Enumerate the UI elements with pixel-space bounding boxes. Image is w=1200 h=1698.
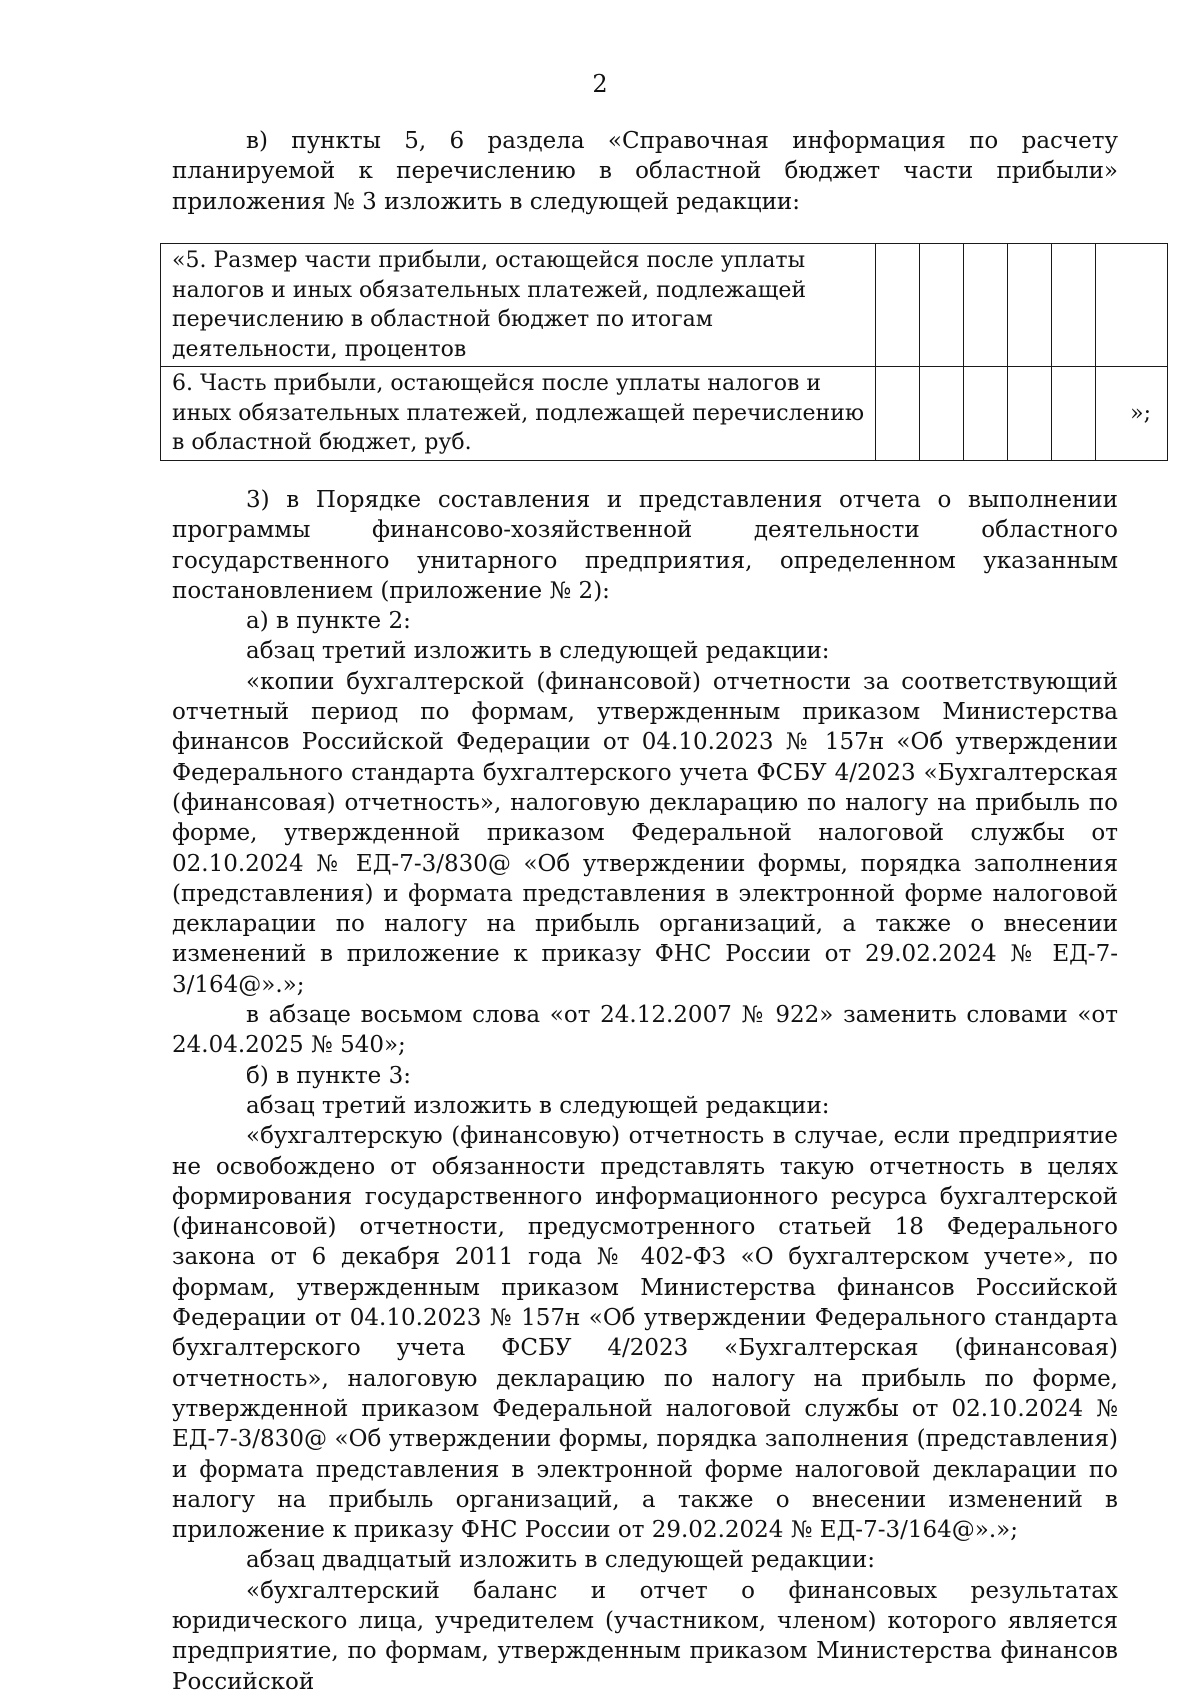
quoted-amendment-paragraph: «копии бухгалтерской (финансовой) отчетности за соответствующий отчетный период по формам, утвержденным приказом Министерства финансов Российской Федерации от 04.10.2023 № 157н «Об утверждении Федерального стандарта бухгалтерского учета ФСБУ 4/2023 «Бухгалтерская (финансовая) отчетность», налоговую декларацию по налогу на прибыль по форме, утвержденной приказом Федеральной налоговой службы от 02.10.2024 № ЕД-7-3/830@ «Об утверждении формы, порядка заполнения (представления) и формата представления в электронной форме налоговой декларации по налогу на прибыль организаций, а также о внесении изменений в приложение к приказу ФНС России от 29.02.2024 № ЕД-7-3/164@».»; [172, 668, 1118, 998]
table-row [161, 244, 1168, 367]
paragraph-item-3: 3) в Порядке составления и представления отчета о выполнении программы финансово-хозяйственной деятельности областного государственного унитарного предприятия, определенном указанным постановлением (приложение № 2): [172, 487, 1118, 604]
instruction-paragraph: абзац третий изложить в следующей редакции: [246, 638, 830, 665]
empty-cell [876, 367, 920, 461]
empty-cell [920, 367, 964, 461]
empty-cell [964, 367, 1008, 461]
empty-cell [1052, 367, 1096, 461]
subitem-a: а) в пункте 2: [246, 608, 411, 635]
table-row [161, 367, 1168, 461]
replacement-paragraph: в абзаце восьмом слова «от 24.12.2007 № 922» заменить словами «от 24.04.2025 № 540»; [172, 1002, 1118, 1059]
empty-cell [1008, 244, 1052, 367]
empty-cell [1052, 244, 1096, 367]
row-label: «5. Размер части прибыли, остающейся после уплаты налогов и иных обязательных платежей, подлежащей перечислению в областной бюджет по итогам деятельности, процентов [161, 244, 876, 367]
empty-cell [920, 244, 964, 367]
quoted-amendment-paragraph: «бухгалтерскую (финансовую) отчетность в случае, если предприятие не освобождено от обязанности представлять такую отчетность в целях формирования государственного информационного ресурса бухгалтерской (финансовой) отчетности, предусмотренного статьей 18 Федерального закона от 6 декабря 2011 года № 402-ФЗ «О бухгалтерском учете», по формам, утвержденным приказом Министерства финансов Российской Федерации от 04.10.2023 № 157н «Об утверждении Федерального стандарта бухгалтерского учета ФСБУ 4/2023 «Бухгалтерская (финансовая) отчетность», налоговую декларацию по налогу на прибыль по форме, утвержденной приказом Федеральной налоговой службы от 02.10.2024 № ЕД-7-3/830@ «Об утверждении формы, порядка заполнения (представления) и формата представления в электронной форме налоговой декларации по налогу на прибыль организаций, а также о внесении изменений в приложение к приказу ФНС России от 29.02.2024 № ЕД-7-3/164@».»; [172, 1123, 1118, 1544]
subitem-b: б) в пункте 3: [246, 1062, 411, 1089]
intro-section [172, 126, 1118, 217]
page-number: 2 [592, 70, 608, 98]
instruction-paragraph: абзац третий изложить в следующей редакции: [246, 1092, 830, 1119]
instruction-paragraph: абзац двадцатый изложить в следующей редакции: [246, 1547, 875, 1574]
empty-cell [1008, 367, 1052, 461]
empty-cell [876, 244, 920, 367]
row-end-mark [1096, 244, 1168, 367]
intro-paragraph: в) пункты 5, 6 раздела «Справочная информация по расчету планируемой к перечислению в областной бюджет части прибыли» приложения № 3 изложить в следующей редакции: [172, 128, 1118, 215]
body-section [172, 485, 1118, 1697]
row-end-mark: »; [1096, 367, 1168, 461]
quoted-amendment-paragraph: «бухгалтерский баланс и отчет о финансовых результатах юридического лица, учредителем (участником, членом) которого является предприятие, по формам, утвержденным приказом Министерства финансов Российской [172, 1577, 1118, 1695]
amendment-table [160, 243, 1168, 461]
empty-cell [964, 244, 1008, 367]
row-label: 6. Часть прибыли, остающейся после уплаты налогов и иных обязательных платежей, подлежащей перечислению в областной бюджет, руб. [161, 367, 876, 461]
